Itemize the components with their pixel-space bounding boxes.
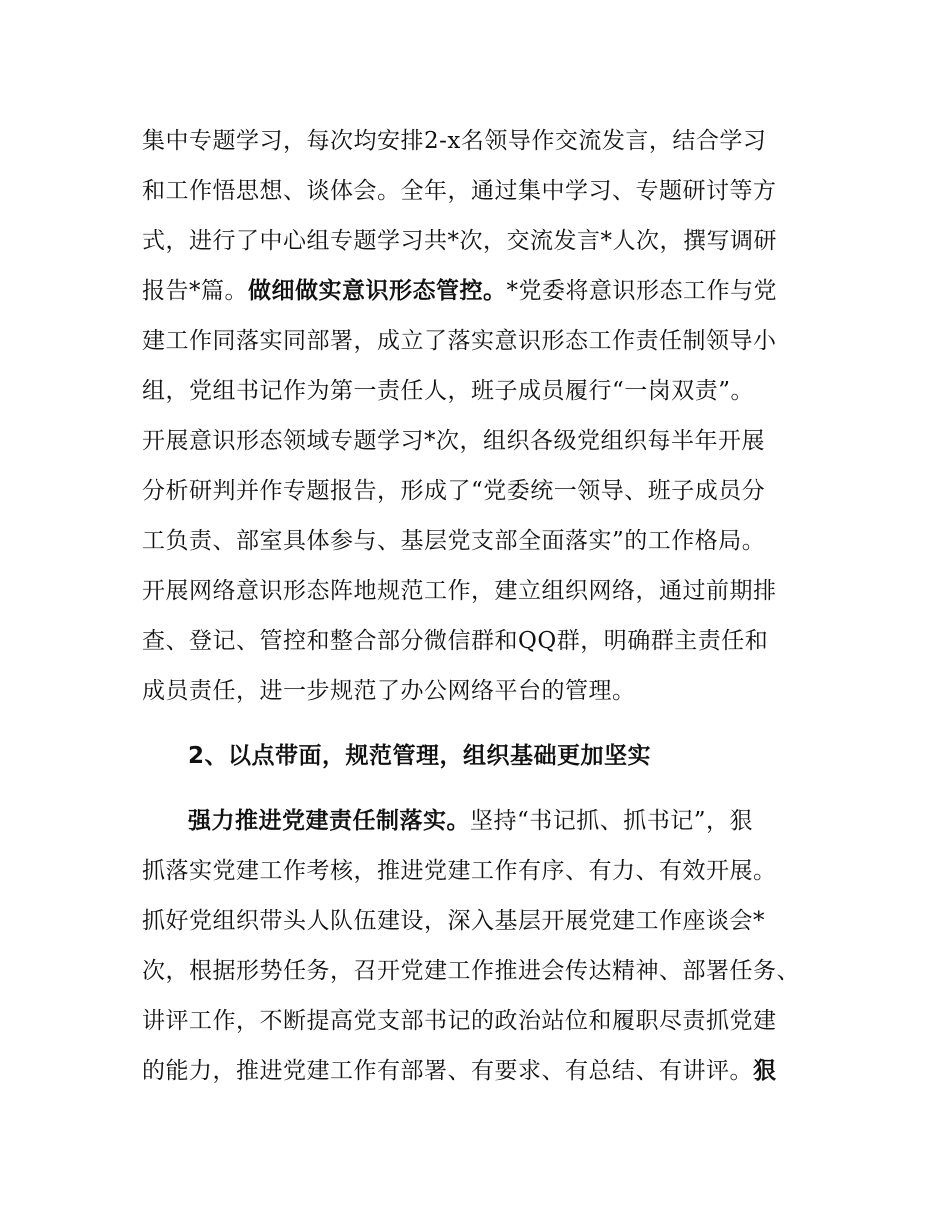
paragraph-line — [142, 1056, 777, 1086]
line-text: 坚持“书记抓、抓书记”，狠 — [470, 808, 754, 834]
bold-subheading: 强力推进党建责任制落实。 — [188, 808, 470, 834]
line-text: *党委将意识形态工作与党 — [506, 278, 777, 304]
paragraph-line: 抓落实党建工作考核，推进党建工作有序、有力、有效开展。 — [142, 858, 777, 884]
paragraph-line — [188, 806, 753, 836]
paragraph-line: 抓好党组织带头人队伍建设，深入基层开展党建工作座谈会* — [142, 908, 765, 934]
paragraph-line: 工负责、部室具体参与、基层党支部全面落实”的工作格局。 — [142, 528, 766, 554]
paragraph-line: 建工作同落实同部署，成立了落实意识形态工作责任制领导小 — [142, 328, 777, 354]
paragraph-line: 成员责任，进一步规范了办公网络平台的管理。 — [142, 678, 636, 704]
line-text: 的能力，推进党建工作有部署、有要求、有总结、有讲评。 — [142, 1058, 753, 1084]
paragraph-line: 集中专题学习，每次均安排2-x名领导作交流发言，结合学习 — [142, 128, 767, 154]
paragraph-line: 次，根据形势任务，召开党建工作推进会传达精神、部署任务、 — [142, 958, 800, 984]
bold-subheading: 做细做实意识形态管控。 — [248, 278, 507, 304]
paragraph-line: 组，党组书记作为第一责任人，班子成员履行“一岗双责”。 — [142, 378, 755, 404]
paragraph-line: 讲评工作，不断提高党支部书记的政治站位和履职尽责抓党建 — [142, 1008, 777, 1034]
paragraph-line: 和工作悟思想、谈体会。全年，通过集中学习、专题研讨等方 — [142, 178, 777, 204]
paragraph-line: 式，进行了中心组专题学习共*次，交流发言*人次，撰写调研 — [142, 228, 777, 254]
paragraph-line — [142, 276, 777, 306]
line-text: 报告*篇。 — [142, 278, 248, 304]
paragraph-line: 开展意识形态领域专题学习*次，组织各级党组织每半年开展 — [142, 428, 765, 454]
paragraph-line: 查、登记、管控和整合部分微信群和QQ群，明确群主责任和 — [142, 628, 769, 654]
section-heading: 2、以点带面，规范管理，组织基础更加坚实 — [188, 743, 652, 769]
paragraph-line: 分析研判并作专题报告，形成了“党委统一领导、班子成员分 — [142, 478, 766, 504]
bold-subheading: 狠 — [753, 1058, 777, 1084]
paragraph-line: 开展网络意识形态阵地规范工作，建立组织网络，通过前期排 — [142, 578, 777, 604]
